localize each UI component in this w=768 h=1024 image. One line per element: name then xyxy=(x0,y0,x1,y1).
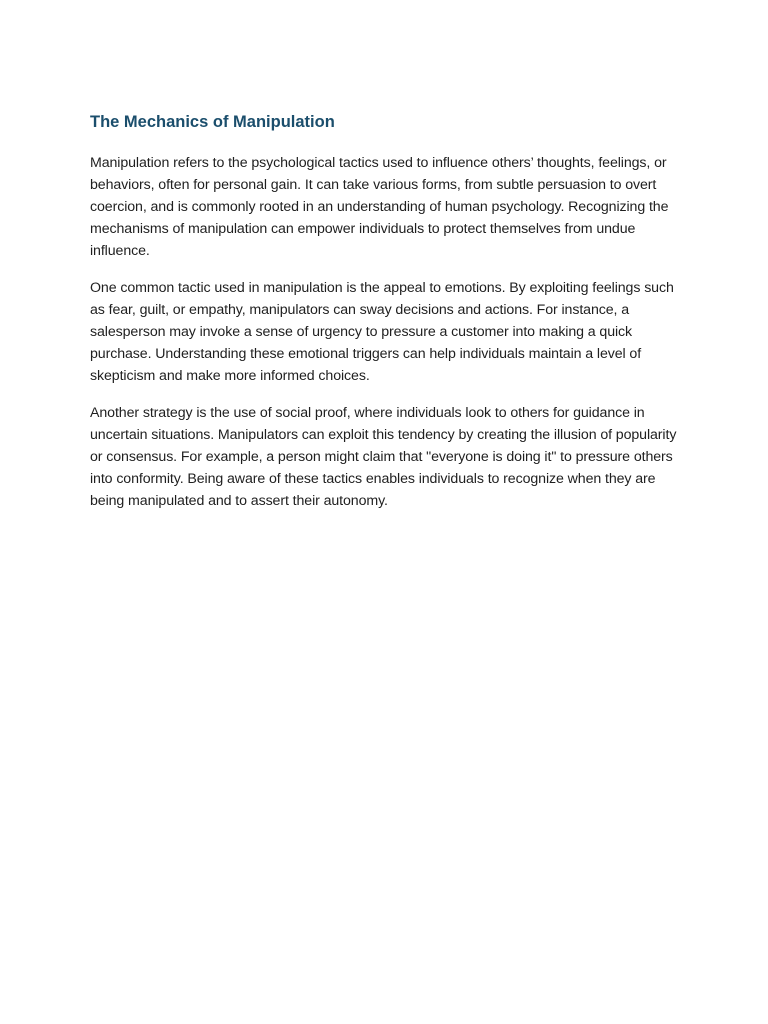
document-heading: The Mechanics of Manipulation xyxy=(90,113,335,131)
paragraph-intro: Manipulation refers to the psychological tactics used to influence others’ thoughts, feelings, or behaviors, often for personal gain. It can take various forms, from subtle persuasion to overt coercion, and is commonly rooted in an understanding of human psychology. Recognizing the mechanisms of manipulation can empower individuals to protect themselves from undue influence. xyxy=(90,155,669,259)
paragraph-emotional-appeal: One common tactic used in manipulation is the appeal to emotions. By exploiting feelings such as fear, guilt, or empathy, manipulators can sway decisions and actions. For instance, a salesperson may invoke a sense of urgency to pressure a customer into making a quick purchase. Understanding these emotional triggers can help individuals maintain a level of skepticism and make more informed choices. xyxy=(90,280,674,384)
paragraph-social-proof: Another strategy is the use of social proof, where individuals look to others for guidance in uncertain situations. Manipulators can exploit this tendency by creating the illusion of popularity or consensus. For example, a person might claim that "everyone is doing it" to pressure others into conformity. Being aware of these tactics enables individuals to recognize when they are being manipulated and to assert their autonomy. xyxy=(90,405,677,509)
document-body xyxy=(90,111,682,527)
